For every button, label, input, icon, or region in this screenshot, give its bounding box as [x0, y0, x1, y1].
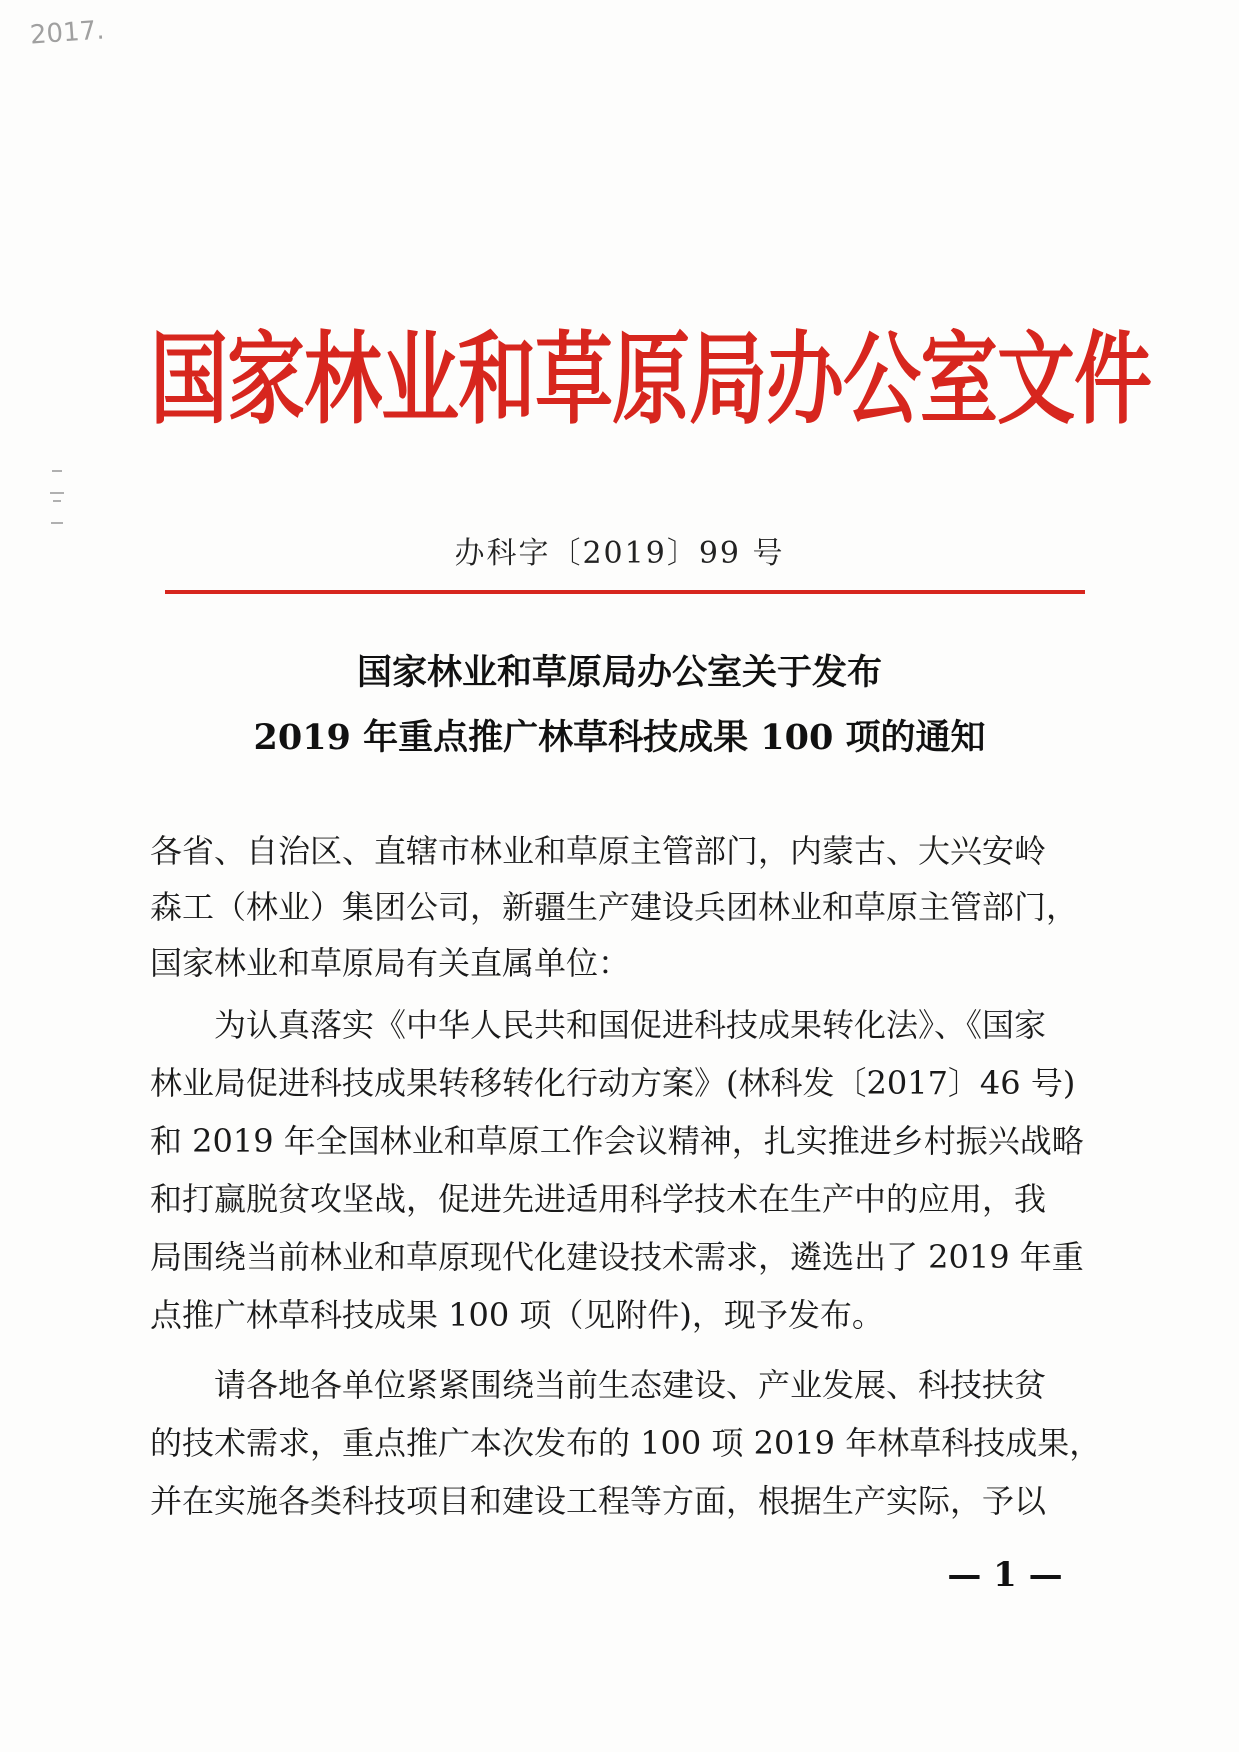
- paragraph-line: 请各地各单位紧紧围绕当前生态建设、产业发展、科技扶贫: [214, 1366, 1047, 1404]
- paragraph-line: 局围绕当前林业和草原现代化建设技术需求，遴选出了 2019 年重: [150, 1238, 1084, 1276]
- page-number: — 1 —: [947, 1555, 1063, 1595]
- title-line-1: 国家林业和草原局办公室关于发布: [356, 652, 882, 693]
- paragraph-line: 和打赢脱贫攻坚战，促进先进适用科学技术在生产中的应用，我: [150, 1180, 1047, 1218]
- paragraph-line: 林业局促进科技成果转移转化行动方案》(林科发〔2017〕46 号): [150, 1064, 1076, 1102]
- paragraph-line: 和 2019 年全国林业和草原工作会议精神，扎实推进乡村振兴战略: [150, 1122, 1084, 1160]
- title-line-2: 2019 年重点推广林草科技成果 100 项的通知: [253, 717, 986, 758]
- issuer-header: 国家林业和草原局办公室文件: [150, 323, 1152, 439]
- red-separator-line: [165, 590, 1085, 594]
- addressee-line: 各省、自治区、直辖市林业和草原主管部门，内蒙古、大兴安岭: [150, 832, 1047, 870]
- handwritten-mark: 2017.: [29, 15, 106, 51]
- paragraph-line: 点推广林草科技成果 100 项（见附件)，现予发布。: [150, 1296, 884, 1334]
- addressee-line: 国家林业和草原局有关直属单位：: [150, 944, 631, 982]
- paragraph-line: 并在实施各类科技项目和建设工程等方面，根据生产实际，予以: [150, 1482, 1047, 1520]
- paragraph-line: 的技术需求，重点推广本次发布的 100 项 2019 年林草科技成果，: [150, 1424, 1102, 1462]
- paragraph-line: 为认真落实《中华人民共和国促进科技成果转化法》、《国家: [214, 1006, 1047, 1044]
- document-number: 办科字〔2019〕99 号: [454, 536, 785, 571]
- addressee-line: 森工（林业）集团公司，新疆生产建设兵团林业和草原主管部门，: [150, 888, 1079, 926]
